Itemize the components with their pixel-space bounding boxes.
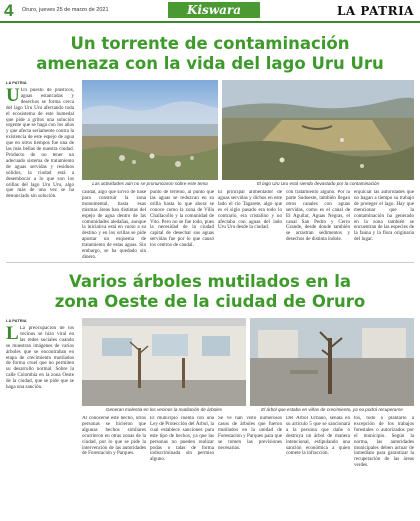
article2-body-col3: El municipio cuenta con una Ley de Protección del Árbol, la cual establece sanciones para este tipo de hechos, ya que las personas no pueden realizar podas o talas de forma indiscriminada sin permiso alguno.: [150, 416, 214, 463]
article1-body-col6: enjuiciar las autoridades que no hagan a tiempo su trabajo de proteger el lago. Hay que mencionar que la contaminación ha generado en la zona también se encuentran de las especies de la fauna y la flora originaria del lugar.: [354, 190, 414, 243]
article1-caption-right: El lago Uru Uru está siendo devastado por la contaminación: [256, 181, 380, 186]
page-date: Oruro, jueves 25 de marzo de 2021: [22, 7, 109, 13]
article1-body-col1: [6, 88, 74, 258]
article1-photo-right: [222, 80, 414, 180]
dropcap: L: [6, 326, 19, 344]
dropcap: U: [6, 88, 20, 106]
article1-body-col3: punto de terreno, al punto que las aguas se reduzcan en su orilla hasta lo que ahora se conoce como la zona de Villa Challacollo y la comunidad de Vito. Pero no se fue todo, pues la necesidad de la ciudad capital de desechar sus aguas servidas fue por lo que causó los centros de caudal.: [150, 190, 214, 249]
article1-text-col1: Un puesto de plásticos, aguas estancadas y desechos se forma cerca del lago Uru Uru afectando toda el ecosistema de este humedal que pide a gritos una solución urgente que se haga con los años y que afecta seriamente contra la existencia de este espejo de agua que en otros tiempos fue una de las más bellas de nuestra ciudad. Producto de no tener un adecuado sistema de tratamiento de aguas servidas y residuos sólidos, la ciudad está a desembocar a lo que son los orillas del lago Uru Uru, algo que más de una vez se ha denunciado sin solución.: [6, 88, 74, 200]
article1-caption-left: Las actividades aún no se pronunciaron sobre este tema: [92, 181, 208, 186]
article1-headline-line1: Un torrente de contaminación: [70, 34, 350, 53]
page-header: [0, 0, 420, 22]
article2-body-col6: tos, todo o plantarlo a excepción de los trabajos forestales o autorizados por el municipio. Según la norma, las autoridades municipales deben actuar de inmediato para garantizar la recuperación de las áreas verdes.: [354, 416, 414, 469]
article2-tag: LA PATRIA: [6, 318, 27, 323]
header-rule: [0, 21, 420, 23]
article2-body-col1: [6, 326, 74, 516]
article2-caption-left: Generan molestia en los vecinos la mutilación de árboles: [105, 407, 223, 412]
article2-body-col2: Al conocerse este hecho, otros personas se hicieron que algunas hechos similares ocurrieron en otras zonas de la ciudad, por lo que se pide la intervención de las autoridades de Forestación y Parques.: [82, 416, 146, 457]
article2-body-col5: Del Árbol Urbano, señala en su artículo 5 que se sancionará a la persona que dañe o destruya un árbol de manera intencional, estipulando una sanción económica a quien comete la infracción.: [286, 416, 350, 457]
article1-body-col2: caudal, algo que sirvió de base para construir la zona monumental, hasta esas mismas áreas han distintas del espejo de agua dentro de las comunidades aledañas, aunque la iniciativa está en curso a su destino y en los orillas se pide apostar un esquema de tratamiento de estas aguas. Sin embargo, se ha quedado sin dinero.: [82, 190, 146, 258]
article2-text-col1: La preocupación de los vecinos se hizo viral en las redes sociales cuando se muestran imágenes de varios árboles que se encontraban en etapa de crecimiento mutilados de forma cruel que no permiten su desarrollo normal. Sobre la calle Colombia en la zona Oeste de la ciudad, que se pide que se haga una sanción.: [6, 326, 74, 391]
article2-headline-line1: Varios árboles mutilados en la: [69, 272, 351, 291]
newspaper-brand: LA PATRIA: [336, 4, 414, 18]
article1-body-col5: con tratamiento alguno. Por la parte Sudoeste, también llegan otros canales con aguas servidas, como es el canal de El Aguilar, Aguas Negras, el canal San Pedro y Cerro Grande, desde donde también se arrastran sedimentos y desechos de distinta índole.: [286, 190, 350, 243]
article2-headline-line2: zona Oeste de la ciudad de Oruro: [54, 292, 366, 311]
page-number: 4: [4, 1, 14, 20]
article2-photo-right: [250, 318, 414, 406]
article1-tag: LA PATRIA: [6, 80, 27, 85]
article2-caption-right: El árbol que estaba en viñas de crecimiento, ya no podrá recuperarse: [261, 407, 403, 412]
article1-body-col4: El principal alimentador de aguas servidas y dichos en este lado el río Tagarete, algo que es el siglo pasado era todo lo contrario, era cristalino y no afectaba con aguas del lado Uru Uru desde la ciudad.: [218, 190, 282, 231]
article2-body-col4: Se ve han visto numerosos casos de árboles que fueron mutilados en la unidad de Forestación y Parques para que se tomen las previsiones necesarias.: [218, 416, 282, 451]
article1-headline-line2: amenaza con la vida del lago Uru Uru: [36, 54, 384, 73]
section-banner: Kiswara: [168, 2, 260, 18]
article-divider: [6, 262, 414, 263]
article1-photo-left: [82, 80, 218, 180]
article2-photo-left: [82, 318, 246, 406]
